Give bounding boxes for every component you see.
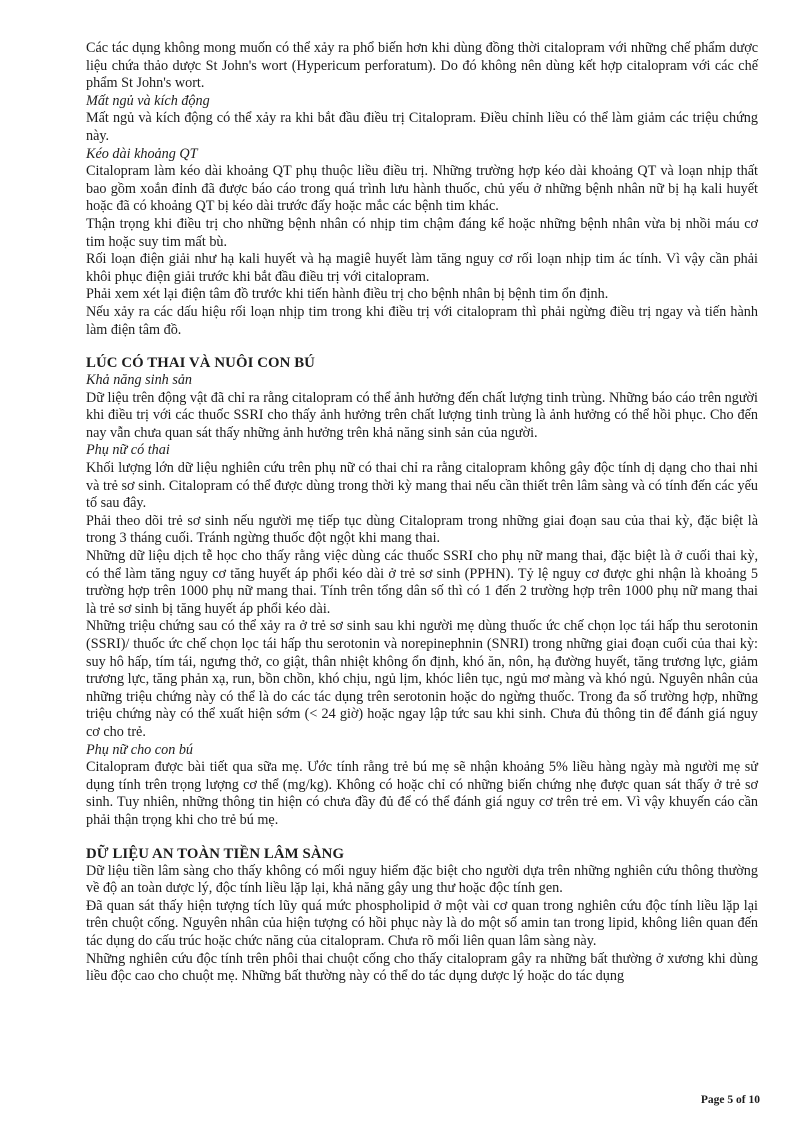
section-spacer (86, 830, 758, 845)
paragraph-insomnia: Mất ngủ và kích động có thể xảy ra khi bắt đầu điều trị Citalopram. Điều chỉnh liều có thể làm giảm các triệu chứng này. (86, 110, 758, 144)
paragraph-preclinical-2: Đã quan sát thấy hiện tượng tích lũy quá mức phospholipid ở một vài cơ quan trong nghiên cứu độc tính liều lặp lại trên chuột cống. Nguyên nhân của hiện tượng có hồi phục này là do một số amin tan trong lipid, không liên quan đến tác dụng do cấu trúc hoặc chức năng của citalopram. Chưa rõ mối liên quan lâm sàng này. (86, 897, 758, 949)
paragraph-qt-1: Citalopram làm kéo dài khoảng QT phụ thuộc liều điều trị. Những trường hợp kéo dài khoảng QT và loạn nhịp thất bao gồm xoắn đỉnh đã được báo cáo trong quá trình lưu hành thuốc, chủ yếu ở những bệnh nhân nữ bị hạ kali huyết hoặc đã có khoảng QT bị kéo dài trước đấy hoặc mắc các bệnh tim khác. (86, 163, 758, 215)
paragraph-qt-5: Nếu xảy ra các dấu hiệu rối loạn nhịp tim trong khi điều trị với citalopram thì phải ngừng điều trị ngay và tiến hành làm điện tâm đồ. (86, 303, 758, 338)
paragraph-preclinical-3: Những nghiên cứu độc tính trên phôi thai chuột cống cho thấy citalopram gây ra những bất thường ở xương khi dùng liều độc cao cho chuột mẹ. Những bất thường này có thể do tác dụng dược lý hoặc do tác dụng (86, 950, 758, 985)
section-spacer (86, 339, 758, 354)
paragraph-preclinical-1: Dữ liệu tiền lâm sàng cho thấy không có mối nguy hiểm đặc biệt cho người dựa trên những nghiên cứu thông thường về độ an toàn dược lý, độc tính liều lặp lại, khả năng gây ung thư hoặc độc tính gen. (86, 862, 758, 897)
paragraph-pregnant-1: Khối lượng lớn dữ liệu nghiên cứu trên phụ nữ có thai chỉ ra rằng citalopram không gây độc tính dị dạng cho thai nhi và trẻ sơ sinh. Citalopram có thể được dùng trong thời kỳ mang thai nếu cần thiết trên lâm sàng và có tính đến các yếu tố sau đây. (86, 460, 758, 512)
paragraph-breastfeeding: Citalopram được bài tiết qua sữa mẹ. Ước tính rằng trẻ bú mẹ sẽ nhận khoảng 5% liều hàng ngày mà người mẹ sử dụng tính trên trọng lượng cơ thể (mg/kg). Không có hoặc chỉ có những biến chứng nhẹ được quan sát thấy ở trẻ sơ sinh. Tuy nhiên, những thông tin hiện có chưa đầy đủ để có thể đánh giá nguy cơ trên trẻ em. Vì vậy khuyến cáo cần phải thận trọng khi cho trẻ bú mẹ. (86, 759, 758, 828)
paragraph-pregnant-3: Những dữ liệu dịch tễ học cho thấy rằng việc dùng các thuốc SSRI cho phụ nữ mang thai, đặc biệt là ở cuối thai kỳ, có thể làm tăng nguy cơ tăng huyết áp phổi kéo dài ở trẻ sơ sinh (PPHN). Tỷ lệ nguy cơ được ghi nhận là khoảng 5 trường hợp trên 1000 phụ nữ mang thai. Tính trên tổng dân số thì có 1 đến 2 trường hợp trên 1000 phụ nữ mang thai là trẻ sơ sinh bị tăng huyết áp phổi kéo dài. (86, 548, 758, 617)
paragraph-qt-2: Thận trọng khi điều trị cho những bệnh nhân có nhịp tim chậm đáng kể hoặc những bệnh nhân vừa bị nhồi máu cơ tim hoặc suy tim mất bù. (86, 215, 758, 250)
paragraph-fertility: Dữ liệu trên động vật đã chỉ ra rằng citalopram có thể ảnh hưởng đến chất lượng tinh trùng. Những báo cáo trên người khi điều trị với các thuốc SSRI cho thấy ảnh hưởng trên chất lượng tinh trùng là ảnh hưởng có thể hồi phục. Cho đến nay vẫn chưa quan sát thấy những ảnh hưởng trên khả năng sinh sản của người. (86, 389, 758, 441)
section-heading-pregnancy: LÚC CÓ THAI VÀ NUÔI CON BÚ (86, 355, 315, 372)
paragraph-pregnant-2: Phải theo dõi trẻ sơ sinh nếu người mẹ tiếp tục dùng Citalopram trong những giai đoạn sau của thai kỳ, đặc biệt là trong 3 tháng cuối. Tránh ngừng thuốc đột ngột khi mang thai. (86, 512, 758, 547)
subheading-insomnia: Mất ngủ và kích động (86, 92, 210, 109)
subheading-fertility: Khả năng sinh sản (86, 372, 193, 389)
paragraph-pregnant-4: Những triệu chứng sau có thể xảy ra ở trẻ sơ sinh sau khi người mẹ dùng thuốc ức chế chọn lọc tái hấp thu serotonin (SSRI)/ thuốc ức chế chọn lọc tái hấp thu serotonin và norepinephnin (SNRI) trong những giai đoạn cuối của thai kỳ: suy hô hấp, tím tái, ngưng thở, co giật, thân nhiệt không ổn định, khó ăn, nôn, hạ đường huyết, tăng trương lực, giảm trương lực, tăng phản xạ, run, bồn chồn, khó chịu, ngủ lịm, khóc liên tục, ngủ mơ màng và khó ngủ. Nguyên nhân của những triệu chứng này có thể là do các tác dụng trên serotonin hoặc do ngừng thuốc. Trong đa số trường hợp, những triệu chứng này có thể xuất hiện sớm (< 24 giờ) hoặc ngay lập tức sau khi sinh. Chưa đủ thông tin để đánh giá nguy cơ cho trẻ. (86, 618, 758, 740)
document-body (86, 40, 758, 986)
page-number: Page 5 of 10 (700, 1094, 760, 1106)
subheading-pregnant-women: Phụ nữ có thai (86, 442, 170, 459)
subheading-qt-prolongation: Kéo dài khoảng QT (86, 145, 198, 162)
subheading-breastfeeding: Phụ nữ cho con bú (86, 741, 194, 758)
paragraph-st-johns-wort: Các tác dụng không mong muốn có thể xảy ra phổ biến hơn khi dùng đồng thời citalopram với những chế phẩm dược liệu chứa thảo dược St John's wort (Hypericum perforatum). Do đó không nên dùng kết hợp citalopram với các chế phẩm St John's wort. (86, 40, 758, 92)
paragraph-qt-3: Rối loạn điện giải như hạ kali huyết và hạ magiê huyết làm tăng nguy cơ rối loạn nhịp tim ác tính. Vì vậy cần phải khôi phục điện giải trước khi bắt đầu điều trị với citalopram. (86, 251, 758, 285)
section-heading-preclinical: DỮ LIỆU AN TOÀN TIỀN LÂM SÀNG (86, 845, 345, 862)
paragraph-qt-4: Phải xem xét lại điện tâm đồ trước khi tiến hành điều trị cho bệnh nhân bị bệnh tim ổn định. (86, 286, 609, 303)
